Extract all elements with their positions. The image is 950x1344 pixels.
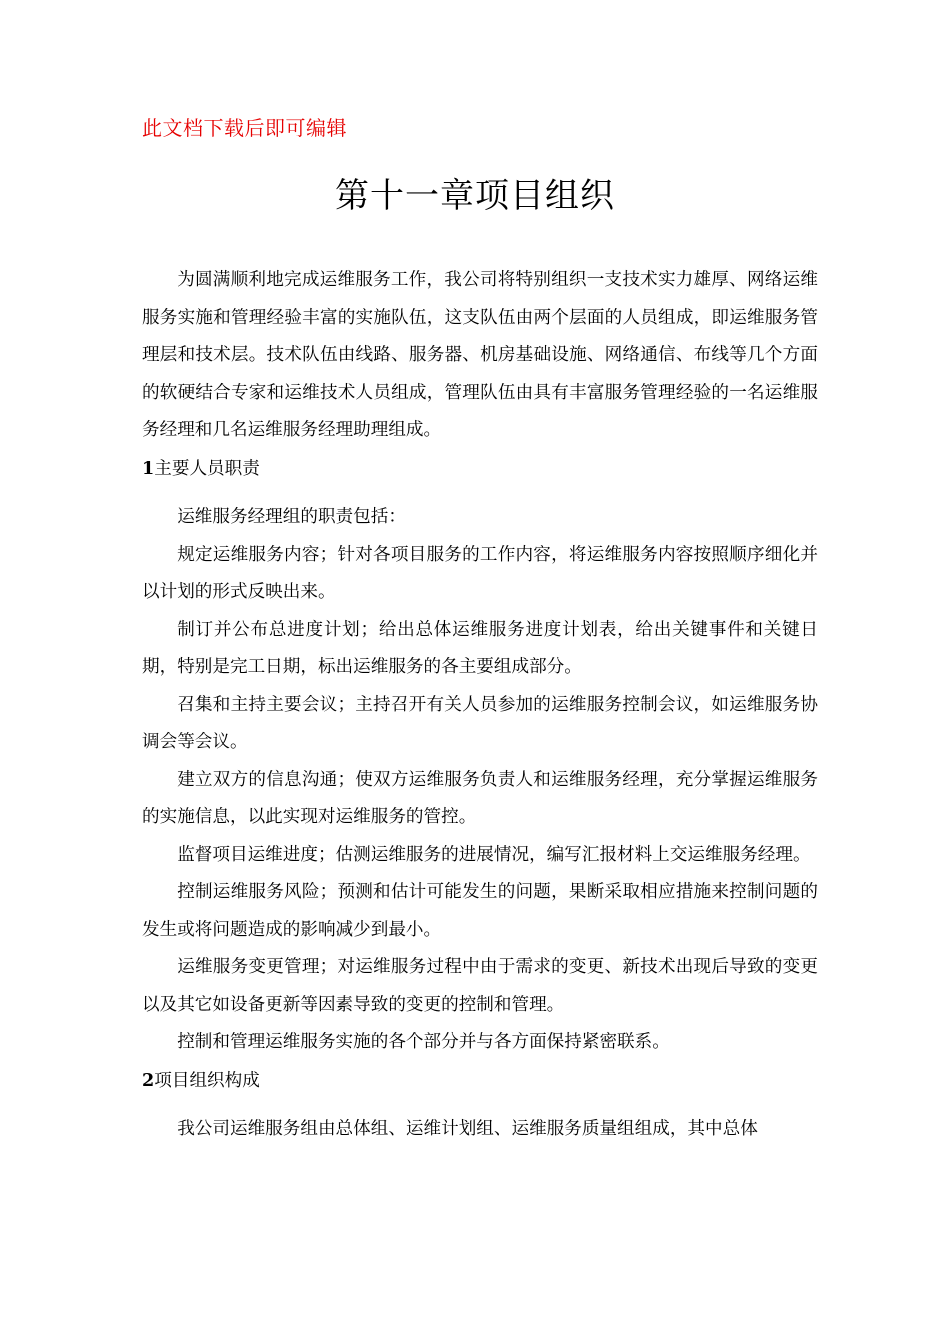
body-paragraph: 控制运维服务风险；预测和估计可能发生的问题，果断采取相应措施来控制问题的发生或将问题造成的影响减少到最小。 bbox=[142, 882, 818, 940]
body-paragraph: 召集和主持主要会议；主持召开有关人员参加的运维服务控制会议，如运维服务协调会等会议。 bbox=[142, 694, 818, 752]
body-paragraph: 规定运维服务内容；针对各项目服务的工作内容，将运维服务内容按照顺序细化并以计划的形式反映出来。 bbox=[142, 544, 818, 602]
section-heading-1 bbox=[142, 450, 818, 489]
section-title-2: 项目组织构成 bbox=[154, 1070, 260, 1091]
section-heading-2 bbox=[142, 1062, 818, 1101]
body-paragraph: 运维服务经理组的职责包括： bbox=[177, 507, 406, 527]
body-paragraph: 制订并公布总进度计划；给出总体运维服务进度计划表，给出关键事件和关键日期，特别是完工日期，标出运维服务的各主要组成部分。 bbox=[142, 619, 818, 677]
intro-paragraph: 为圆满顺利地完成运维服务工作，我公司将特别组织一支技术实力雄厚、网络运维服务实施和管理经验丰富的实施队伍，这支队伍由两个层面的人员组成，即运维服务管理层和技术层。技术队伍由线路、服务器、机房基础设施、网络通信、布线等几个方面的软硬结合专家和运维技术人员组成，管理队伍由具有丰富服务管理经验的一名运维服务经理和几名运维服务经理助理组成。 bbox=[142, 270, 818, 440]
body-paragraph: 监督项目运维进度；估测运维服务的进展情况，编写汇报材料上交运维服务经理。 bbox=[177, 844, 811, 865]
download-notice: 此文档下载后即可编辑 bbox=[142, 116, 347, 140]
body-paragraph: 建立双方的信息沟通；使双方运维服务负责人和运维服务经理，充分掌握运维服务的实施信息，以此实现对运维服务的管控。 bbox=[142, 769, 818, 827]
section-title-1: 主要人员职责 bbox=[154, 458, 260, 479]
section-number-2: 2 bbox=[142, 1069, 155, 1091]
body-paragraph: 运维服务变更管理；对运维服务过程中由于需求的变更、新技术出现后导致的变更以及其它如设备更新等因素导致的变更的控制和管理。 bbox=[142, 957, 818, 1015]
body-paragraph: 控制和管理运维服务实施的各个部分并与各方面保持紧密联系。 bbox=[177, 1032, 670, 1052]
body-paragraph: 我公司运维服务组由总体组、运维计划组、运维服务质量组组成，其中总体 bbox=[177, 1119, 758, 1139]
chapter-title: 第十一章项目组织 bbox=[335, 176, 615, 216]
document-body bbox=[142, 262, 818, 1149]
section-number-1: 1 bbox=[142, 457, 155, 479]
